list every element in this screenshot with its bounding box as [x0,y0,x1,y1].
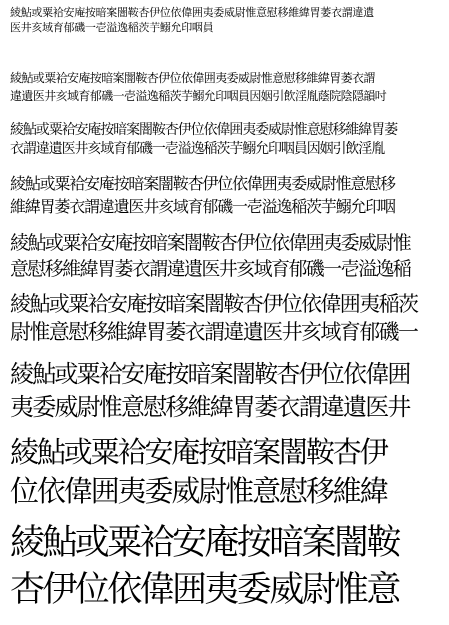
sample-line: 綾鮎或粟袷安庵按暗案闇鞍杏伊 [10,435,387,469]
sample-line: 夷委威尉惟意慰移維緯胃萎衣謂違遺医井 [10,393,410,421]
sample-line: 意慰移維緯胃萎衣謂違遺医井亥域育郁磯一壱溢逸稲 [10,258,411,280]
sample-block-5 [10,230,445,282]
sample-line: 維緯胃萎衣謂違遺医井亥域育郁磯一壱溢逸稲茨芋鰯允印咽 [10,197,395,216]
sample-line: 医井亥域育郁磯一壱溢逸稲茨芋鰯允印咽員 [10,21,214,34]
sample-line: 違遺医井亥域育郁磯一壱溢逸稲茨芋鰯允印咽員因姻引飲淫胤蔭院陰隠韻吋 [10,89,387,103]
sample-line: 綾鮎或粟袷安庵按暗案闇鞍杏伊位依偉囲夷委威尉惟意慰移維緯胃萎 [10,122,397,138]
sample-line: 綾鮎或粟袷安庵按暗案闇鞍杏伊位依偉囲夷委威尉惟意慰移維緯胃萎衣謂 [10,71,375,85]
sample-line: 衣謂違遺医井亥域育郁磯一壱溢逸稲茨芋鰯允印咽員因姻引飲淫胤 [10,141,385,157]
sample-block-7 [10,358,445,424]
sample-line: 尉惟意慰移維緯胃萎衣謂違遺医井亥域育郁磯一 [10,320,418,344]
sample-line: 綾鮎或粟袷安庵按暗案闇鞍杏伊位依偉囲夷委威尉惟意慰移 [10,174,395,193]
sample-block-4 [10,172,445,218]
sample-block-1 [10,5,445,35]
sample-line: 綾鮎或粟袷安庵按暗案闇鞍杏伊位依偉囲夷委威尉惟 [10,232,411,254]
sample-block-6 [10,290,445,346]
sample-line: 綾鮎或粟袷安庵按暗案闇鞍杏伊位依偉囲夷稲茨 [10,292,418,316]
sample-line: 綾鮎或粟袷安庵按暗案闇鞍杏伊位依偉囲夷委威尉惟意慰移維緯胃萎衣謂違遺 [10,6,374,19]
sample-block-9 [10,520,445,614]
sample-line: 綾鮎或粟袷安庵按暗案闇鞍 [10,523,399,563]
sample-line: 綾鮎或粟袷安庵按暗案闇鞍杏伊位依偉囲 [10,360,410,388]
sample-line: 杏伊位依偉囲夷委威尉惟意 [10,570,399,610]
sample-block-8 [10,433,445,511]
sample-block-2 [10,69,445,105]
sample-line: 位依偉囲夷委威尉惟意慰移維緯 [10,474,387,508]
sample-block-3 [10,121,445,159]
